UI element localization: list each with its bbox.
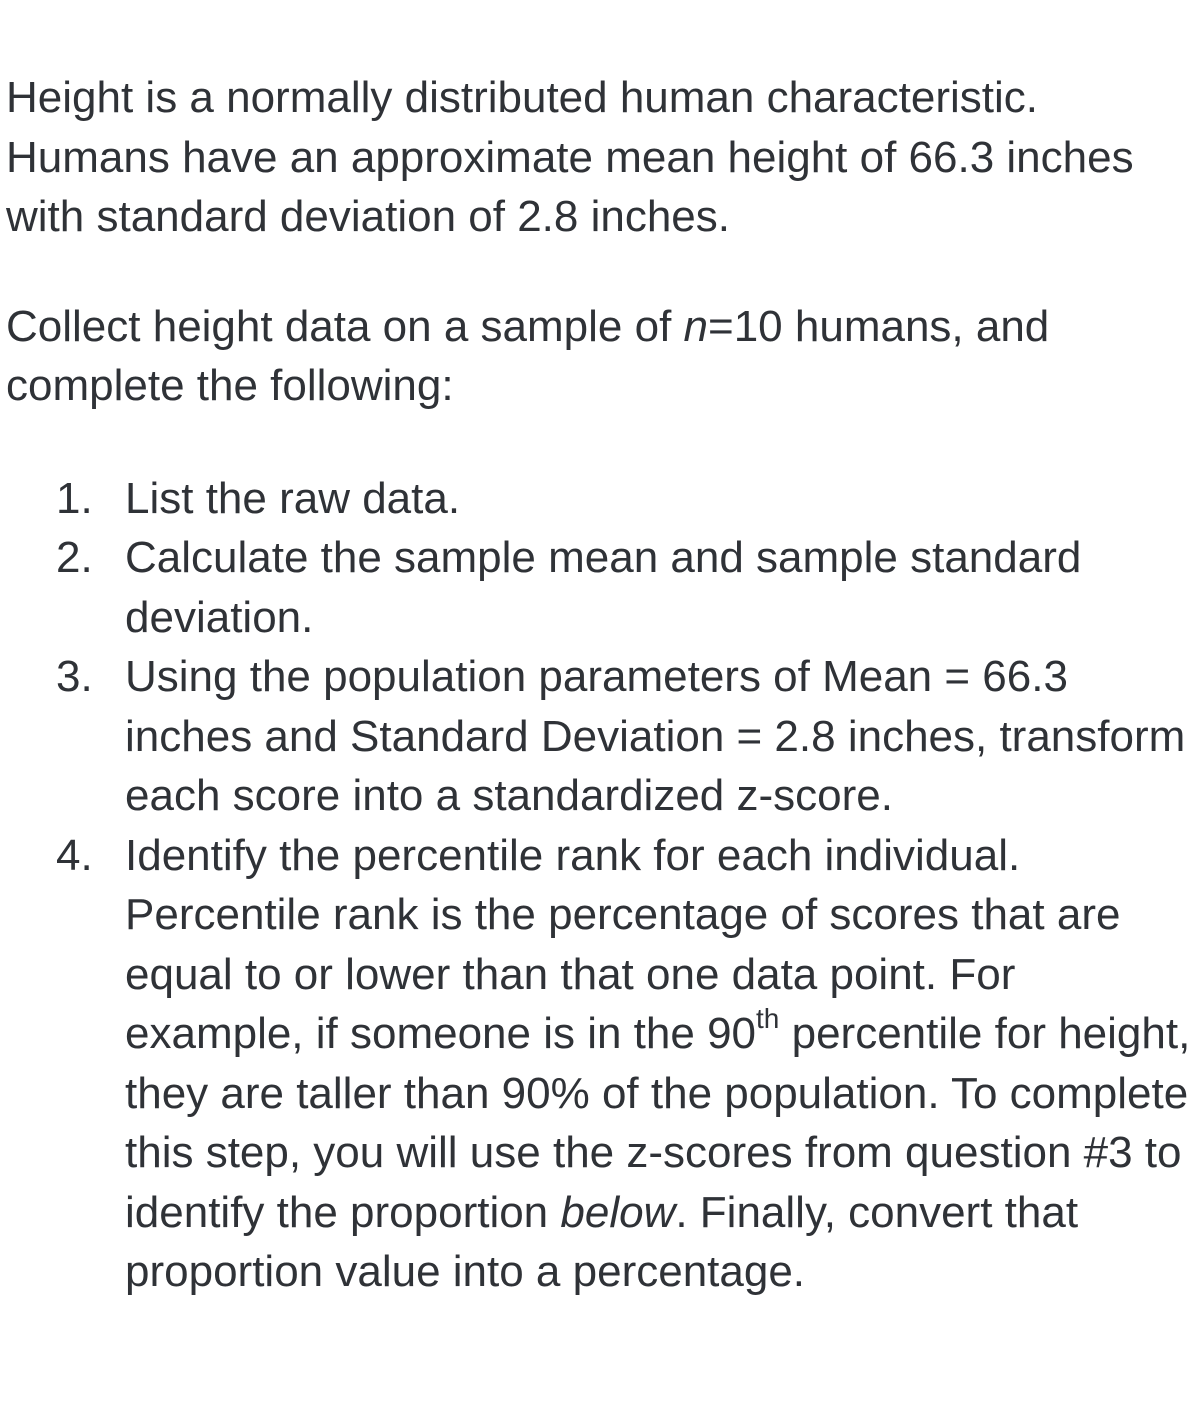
italic-below: below (560, 1187, 676, 1237)
list-number: 2. (56, 533, 93, 582)
list-item (6, 528, 1191, 647)
instructions-text-start: Collect height data on a sample of (6, 301, 684, 351)
instructions-text-end: =10 humans, and complete the following: (6, 301, 1050, 410)
list-item (6, 826, 1191, 1302)
ordinal-superscript: th (756, 1003, 780, 1035)
list-item-text: Using the population parameters of Mean = 66.3 inches and Standard Deviation = 2.8 inches, transform each score into a standardized z-score. (125, 652, 1186, 820)
list-number: 3. (56, 652, 93, 701)
list-number: 4. (56, 830, 93, 880)
document-body (6, 68, 1191, 1302)
list-item-text: Calculate the sample mean and sample standard deviation. (125, 533, 1082, 642)
percentile-text-part-1: Identify the percentile rank for each individual. Percentile rank is the percentage of scores that are equal to or lower than that one data point. For example, if someone is in the 90 (125, 830, 1121, 1058)
sample-size-variable: n (683, 301, 709, 351)
intro-paragraph: Height is a normally distributed human characteristic. Humans have an approximate mean height of 66.3 inches with standard deviation of 2.8 inches. (6, 73, 1134, 241)
list-number: 1. (56, 473, 93, 523)
list-item (6, 469, 1191, 529)
list-item-text: List the raw data. (125, 473, 461, 523)
percentile-text-part-3: . Finally, convert that proportion value into a percentage. (125, 1187, 1079, 1296)
percentile-text-part-2: percentile for height, they are taller than 90% of the population. To complete this step, you will use the z-scores from question #3 to identify the proportion (125, 1009, 1191, 1237)
list-item (6, 647, 1191, 826)
task-list (6, 469, 1191, 1302)
instructions-paragraph (6, 297, 1191, 416)
list-item-text (125, 826, 1191, 1302)
